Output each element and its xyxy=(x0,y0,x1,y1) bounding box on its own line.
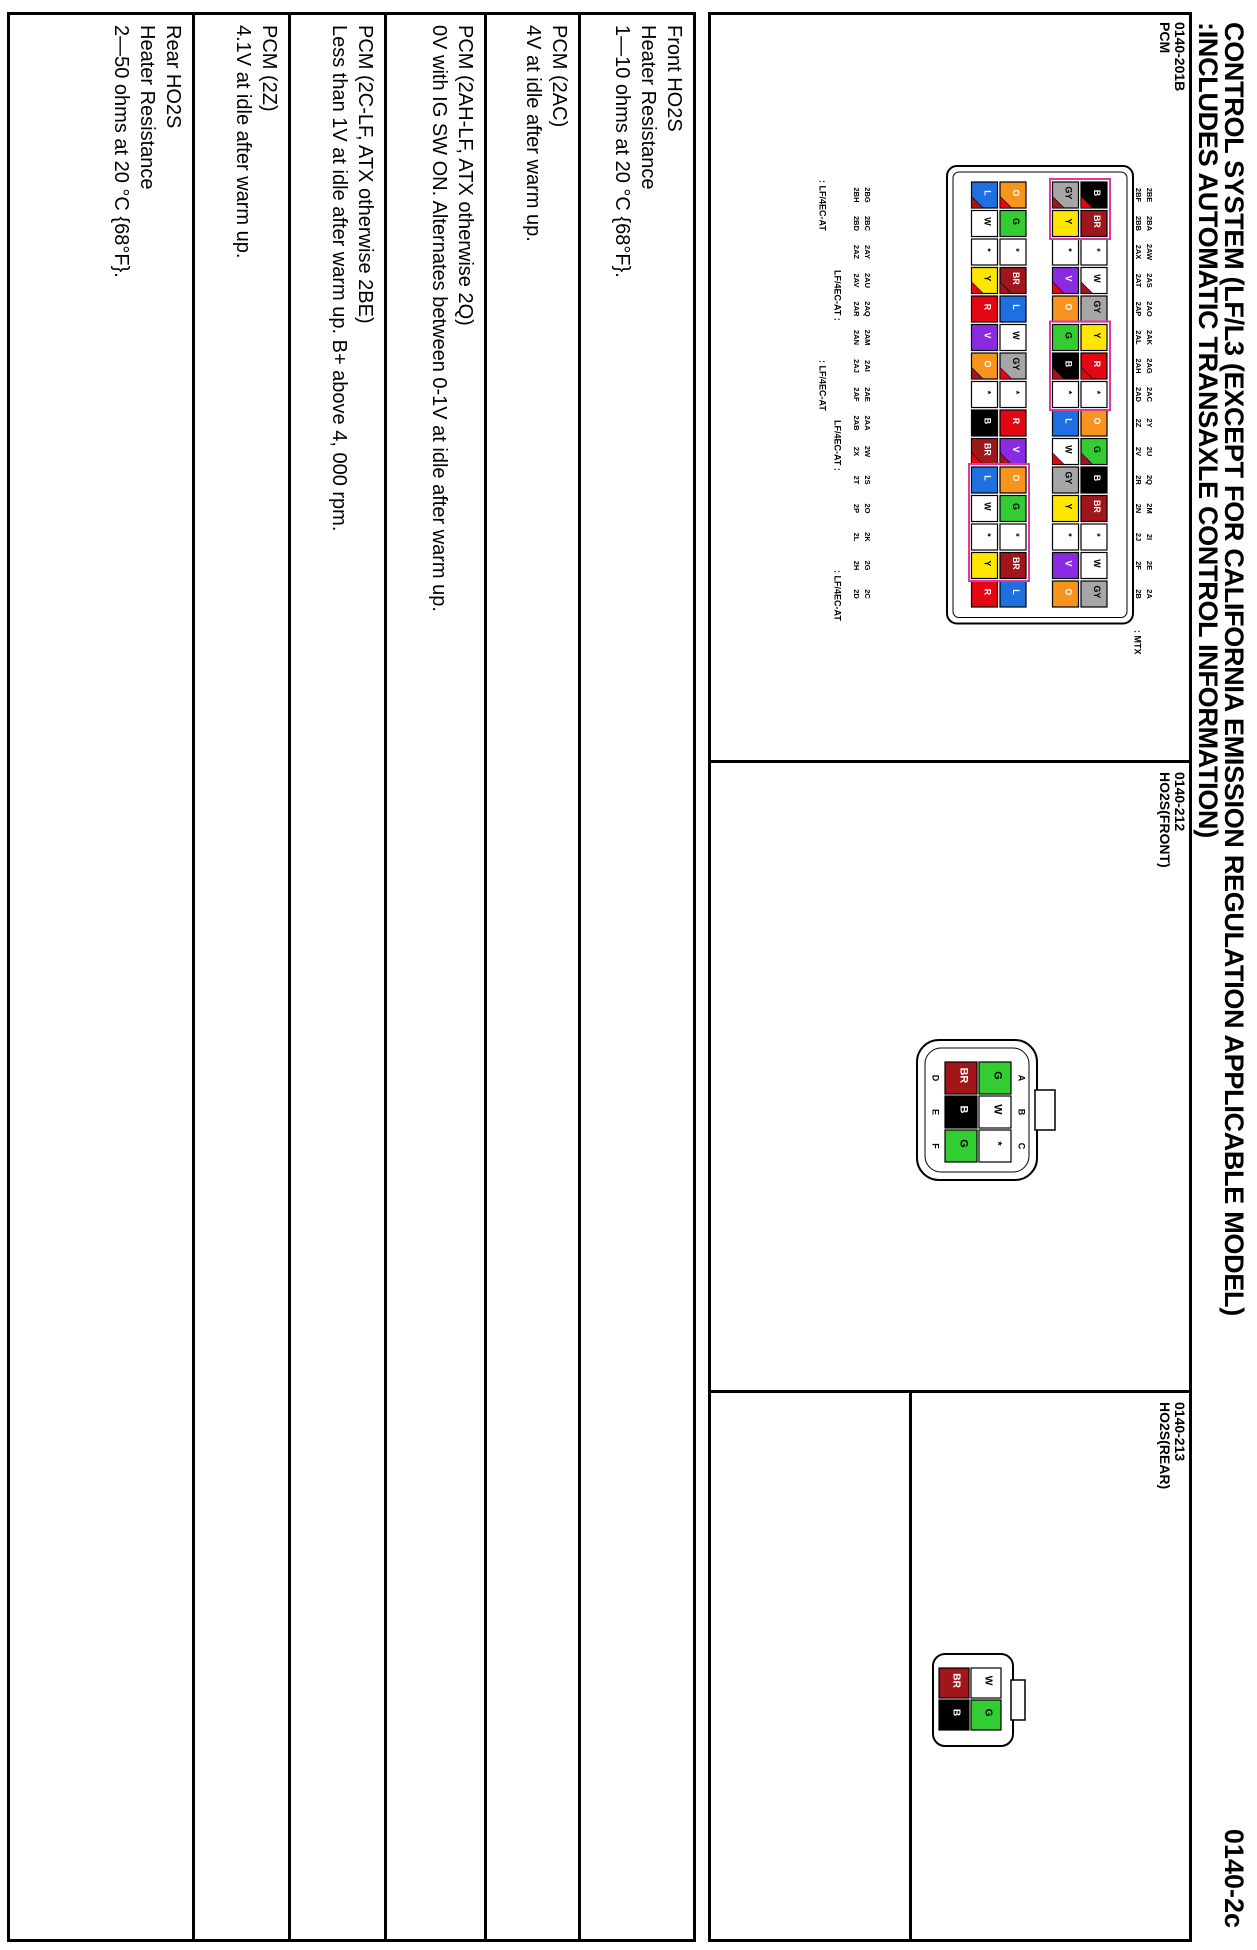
pin-color-code: W xyxy=(982,502,993,511)
pin-fill xyxy=(1053,239,1079,265)
pin-number-label: 2L xyxy=(852,532,862,542)
pin-number-label: 2AL xyxy=(1134,330,1144,345)
pin-color-code: V xyxy=(982,332,993,339)
spec-row xyxy=(7,15,192,1939)
pin-fill xyxy=(1000,239,1026,265)
spec-line: Heater Resistance xyxy=(637,25,659,190)
spec-line: Front HO2S xyxy=(663,25,685,132)
pin-color-code: L xyxy=(982,475,993,481)
pin-number-label: 2H xyxy=(852,560,862,571)
pin-number-label: 2AI xyxy=(863,360,873,372)
pin-color-code: B xyxy=(1091,189,1102,197)
pin-color-code: BR xyxy=(1010,272,1021,285)
pcm-connector-code: 0140-201B xyxy=(1172,22,1188,92)
pin-cell xyxy=(1081,439,1107,465)
pin-number-label: 2E xyxy=(1145,560,1155,571)
spec-line: 4.1V at idle after warm up. xyxy=(232,25,254,259)
pin-color-code: G xyxy=(1091,445,1102,453)
pin-fill xyxy=(1081,524,1107,550)
spec-line: Less than 1V at idle after warm up. B+ above 4, 000 rpm. xyxy=(328,25,350,532)
spec-line: 4V at idle after warm up. xyxy=(522,25,544,242)
pin-number-label: 2AY xyxy=(863,245,873,259)
pin-fill xyxy=(972,524,998,550)
pin-cell xyxy=(972,211,998,237)
pin-number-label: 2AG xyxy=(1145,358,1155,374)
pin-cell xyxy=(972,239,998,265)
pin-color-code: * xyxy=(991,1141,1004,1146)
pin-number-label: 2AC xyxy=(1145,386,1155,403)
divider-rear-bottom xyxy=(909,1390,912,1942)
pin-color-code: BR xyxy=(957,1067,970,1084)
pin-color-code: * xyxy=(1063,533,1074,537)
pin-cell xyxy=(1000,410,1026,436)
pin-cell xyxy=(1000,239,1026,265)
pin-letter: C xyxy=(1016,1142,1027,1150)
diagram-subtitle: :INCLUDES AUTOMATIC TRANSAXLE CONTROL INFORMATION) xyxy=(1193,22,1223,838)
pin-cell xyxy=(972,353,998,379)
pin-color-code: Y xyxy=(1063,218,1074,225)
pin-cell xyxy=(939,1700,969,1730)
pin-cell xyxy=(972,325,998,351)
pin-color-code: L xyxy=(1010,304,1021,310)
pin-color-code: W xyxy=(1063,445,1074,454)
pin-color-code: BR xyxy=(950,1673,962,1688)
pin-color-code: G xyxy=(957,1139,970,1148)
pin-cell xyxy=(1053,325,1079,351)
pin-color-code: L xyxy=(1063,418,1074,424)
pin-cell xyxy=(972,268,998,294)
pin-number-label: 2J xyxy=(1134,532,1144,542)
pin-color-code: O xyxy=(1063,303,1074,311)
lf4ec-at-label: : LF/4EC-AT xyxy=(817,180,828,231)
spec-row xyxy=(288,15,384,1939)
pin-letter: D xyxy=(930,1074,941,1082)
pin-color-code: * xyxy=(1010,248,1021,252)
pin-cell xyxy=(1000,325,1026,351)
pin-color-code: O xyxy=(982,360,993,368)
pin-color-code: * xyxy=(982,390,993,395)
pin-cell xyxy=(979,1062,1011,1094)
pin-number-label: 2N xyxy=(1134,503,1144,514)
spec-line: 1—10 ohms at 20 °C {68°F}. xyxy=(611,25,633,278)
spec-row xyxy=(192,15,288,1939)
mtx-label: : MTX xyxy=(1132,630,1143,655)
pin-cell xyxy=(1081,353,1107,379)
pin-color-code: R xyxy=(982,588,993,596)
rear-ho2s-latch xyxy=(1011,1680,1025,1720)
pin-cell xyxy=(1000,182,1026,208)
pin-color-code: V xyxy=(1063,560,1074,567)
pin-cell xyxy=(1000,268,1026,294)
lf4ec-at-label: : LF/4EC-AT xyxy=(817,360,828,411)
pin-color-code: B xyxy=(950,1708,962,1717)
pcm-connector-face xyxy=(717,160,1167,760)
pin-cell xyxy=(972,382,998,408)
pin-cell xyxy=(972,296,998,322)
pin-color-code: B xyxy=(1063,360,1074,368)
pin-number-label: 2I xyxy=(1145,533,1155,541)
pin-number-label: 2AR xyxy=(852,301,862,317)
pin-number-label: 2BD xyxy=(852,215,862,232)
pin-number-label: 2F xyxy=(1134,561,1144,570)
pin-number-label: 2BC xyxy=(863,215,873,232)
rear-ho2s-connector-face xyxy=(917,1640,1027,1760)
pin-cell xyxy=(1053,353,1079,379)
pin-color-code: G xyxy=(1010,217,1021,225)
pin-color-code: BR xyxy=(1091,500,1102,513)
pin-number-label: 2O xyxy=(863,503,873,514)
pin-number-label: 2AQ xyxy=(863,301,873,317)
pin-color-code: O xyxy=(1063,588,1074,596)
pin-color-code: W xyxy=(1091,559,1102,568)
pcm-connector-name: PCM xyxy=(1157,22,1173,54)
spec-line: PCM (2Z) xyxy=(258,25,280,112)
pin-cell xyxy=(1081,211,1107,237)
pin-color-code: G xyxy=(1063,331,1074,339)
pin-cell xyxy=(1000,581,1026,607)
front-ho2s-latch xyxy=(1035,1090,1055,1130)
pin-color-code: * xyxy=(1010,533,1021,537)
pin-color-code: * xyxy=(1091,533,1102,537)
pin-cell xyxy=(972,410,998,436)
pin-number-label: 2AT xyxy=(1134,273,1144,288)
pin-fill xyxy=(1000,382,1026,408)
pin-cell xyxy=(939,1668,969,1698)
pin-fill xyxy=(972,239,998,265)
divider-pcm-front xyxy=(708,760,1192,763)
rear-ho2s-code: 0140-213 xyxy=(1172,1402,1188,1462)
pin-color-code: O xyxy=(1010,474,1021,482)
pin-color-code: * xyxy=(1063,248,1074,252)
pin-cell xyxy=(1081,182,1107,208)
pin-cell xyxy=(1081,467,1107,493)
pin-letter: F xyxy=(930,1143,941,1149)
pin-cell xyxy=(1000,439,1026,465)
pin-color-code: * xyxy=(982,533,993,537)
rear-ho2s-name: HO2S(REAR) xyxy=(1157,1402,1173,1490)
pin-color-code: Y xyxy=(1091,332,1102,339)
pin-cell xyxy=(945,1096,977,1128)
pin-color-code: W xyxy=(1010,331,1021,340)
pin-number-label: 2AN xyxy=(852,329,862,346)
pin-cell xyxy=(1000,382,1026,408)
pin-letter: B xyxy=(1016,1108,1027,1116)
pin-color-code: W xyxy=(1091,274,1102,283)
pin-cell xyxy=(971,1700,1001,1730)
pin-cell xyxy=(1081,382,1107,408)
pin-color-code: GY xyxy=(1063,186,1074,200)
pin-color-code: B xyxy=(957,1105,970,1114)
pin-number-label: 2AK xyxy=(1145,329,1155,346)
pin-color-code: BR xyxy=(1010,557,1021,570)
pin-cell xyxy=(971,1668,1001,1698)
pin-number-label: 2BB xyxy=(1134,215,1144,232)
pin-color-code: V xyxy=(1063,275,1074,282)
pin-number-label: 2BF xyxy=(1134,187,1144,203)
pin-fill xyxy=(1081,382,1107,408)
pin-cell xyxy=(1053,439,1079,465)
pin-number-label: 2AW xyxy=(1145,243,1155,261)
pin-cell xyxy=(1053,467,1079,493)
pin-fill xyxy=(1081,239,1107,265)
pin-cell xyxy=(1081,553,1107,579)
pin-color-code: * xyxy=(1063,390,1074,395)
pin-number-label: 2G xyxy=(863,560,873,571)
pin-number-label: 2A xyxy=(1145,589,1155,599)
pin-number-label: 2X xyxy=(852,446,862,457)
pin-cell xyxy=(1000,296,1026,322)
spec-line: 0V with IG SW ON. Alternates between 0-1V at idle after warm up. xyxy=(428,25,450,612)
spec-row xyxy=(384,15,484,1939)
pin-number-label: 2AS xyxy=(1145,273,1155,288)
pin-cell xyxy=(979,1096,1011,1128)
spec-row xyxy=(484,15,578,1939)
pin-color-code: R xyxy=(1091,360,1102,368)
pin-cell xyxy=(1000,524,1026,550)
pin-number-label: 2BE xyxy=(1145,187,1155,203)
pin-cell xyxy=(972,496,998,522)
pin-cell xyxy=(1000,353,1026,379)
pin-fill xyxy=(972,382,998,408)
pin-cell xyxy=(1081,581,1107,607)
front-ho2s-connector-face xyxy=(877,1020,1057,1200)
pin-cell xyxy=(945,1062,977,1094)
pin-cell xyxy=(1081,239,1107,265)
pin-cell xyxy=(1053,553,1079,579)
pin-number-label: 2AX xyxy=(1134,244,1144,260)
spec-line: PCM (2C-LF, ATX otherwise 2BE) xyxy=(354,25,376,324)
pin-cell xyxy=(972,182,998,208)
pin-color-code: * xyxy=(982,248,993,252)
pin-cell xyxy=(1081,296,1107,322)
spec-line: PCM (2AC) xyxy=(548,25,570,128)
pin-color-code: W xyxy=(991,1104,1004,1115)
pin-number-label: 2BH xyxy=(852,187,862,203)
pin-letter: E xyxy=(930,1108,941,1116)
pin-cell xyxy=(1000,467,1026,493)
pin-cell xyxy=(1053,182,1079,208)
pin-fill xyxy=(1053,524,1079,550)
lf4ec-at-label: LF/4EC-AT : xyxy=(832,270,843,321)
pin-color-code: GY xyxy=(1063,471,1074,485)
lf4ec-at-label: : LF/4EC-AT xyxy=(832,570,843,621)
pin-cell xyxy=(945,1130,977,1162)
pin-number-label: 2BG xyxy=(863,187,873,203)
page-code: 0140-2c xyxy=(1219,1828,1249,1928)
pin-cell xyxy=(1000,553,1026,579)
pin-fill xyxy=(979,1130,1011,1162)
pin-color-code: B xyxy=(1091,474,1102,482)
pin-color-code: Y xyxy=(982,560,993,567)
pin-cell xyxy=(979,1130,1011,1162)
pin-number-label: 2S xyxy=(863,475,873,485)
pin-number-label: 2AP xyxy=(1134,301,1144,317)
pin-cell xyxy=(1081,410,1107,436)
pin-cell xyxy=(1053,211,1079,237)
pin-color-code: GY xyxy=(1091,300,1102,314)
pin-color-code: GY xyxy=(1010,357,1021,371)
pin-cell xyxy=(1053,410,1079,436)
pin-color-code: BR xyxy=(982,443,993,456)
pin-number-label: 2R xyxy=(1134,475,1144,485)
pin-cell xyxy=(1053,382,1079,408)
spec-line: PCM (2AH-LF, ATX otherwise 2Q) xyxy=(454,25,476,326)
pin-cell xyxy=(972,467,998,493)
pin-color-code: L xyxy=(982,190,993,196)
pin-fill xyxy=(1053,382,1079,408)
pin-cell xyxy=(1053,581,1079,607)
pin-color-code: G xyxy=(982,1708,994,1717)
pin-number-label: 2AV xyxy=(852,273,862,288)
pin-number-label: 2T xyxy=(852,475,862,485)
pin-color-code: G xyxy=(1010,502,1021,510)
pin-number-label: 2AM xyxy=(863,329,873,346)
pin-cell xyxy=(1053,496,1079,522)
pin-color-code: W xyxy=(982,1675,994,1686)
pin-color-code: O xyxy=(1091,417,1102,425)
pin-cell xyxy=(972,439,998,465)
pin-number-label: 2B xyxy=(1134,589,1144,599)
pin-cell xyxy=(1081,268,1107,294)
pin-color-code: * xyxy=(1010,390,1021,395)
pin-number-label: 2C xyxy=(863,589,873,599)
pin-number-label: 2Y xyxy=(1145,418,1155,428)
pin-number-label: 2Q xyxy=(1145,474,1155,486)
pin-number-label: 2AU xyxy=(863,272,873,289)
pin-number-label: 2M xyxy=(1145,503,1155,514)
pin-color-code: L xyxy=(1010,589,1021,595)
pin-number-label: 2AJ xyxy=(852,359,862,373)
pin-color-code: Y xyxy=(1063,503,1074,510)
pin-number-label: 2AH xyxy=(1134,358,1144,374)
pin-cell xyxy=(1081,496,1107,522)
pin-number-label: 2D xyxy=(852,589,862,599)
pin-cell xyxy=(1053,239,1079,265)
front-ho2s-code: 0140-212 xyxy=(1172,772,1188,832)
spec-line: 2—50 ohms at 20 °C {68°F}. xyxy=(110,25,132,278)
pin-cell xyxy=(972,524,998,550)
pin-color-code: * xyxy=(1091,390,1102,395)
lf4ec-at-label: LF/4EC-AT : xyxy=(832,420,843,471)
pin-cell xyxy=(1081,524,1107,550)
diagram-title: CONTROL SYSTEM (LF/L3 (EXCEPT FOR CALIFORNIA EMISSION REGULATION APPLICABLE MODEL) xyxy=(1219,22,1249,1316)
pin-color-code: * xyxy=(1091,248,1102,252)
pin-fill xyxy=(1000,524,1026,550)
pin-cell xyxy=(1000,211,1026,237)
pin-letter: A xyxy=(1016,1074,1027,1082)
pin-color-code: R xyxy=(982,303,993,311)
pin-number-label: 2K xyxy=(863,532,873,542)
pin-number-label: 2AD xyxy=(1134,386,1144,403)
pin-number-label: 2BA xyxy=(1145,215,1155,232)
pin-cell xyxy=(1081,325,1107,351)
pin-cell xyxy=(1000,496,1026,522)
divider-front-rear xyxy=(708,1390,1192,1393)
pin-number-label: 2AF xyxy=(852,387,862,402)
pin-number-label: 2AE xyxy=(863,387,873,402)
pin-color-code: GY xyxy=(1091,585,1102,599)
pin-number-label: 2W xyxy=(863,445,873,458)
pin-number-label: 2U xyxy=(1145,446,1155,457)
pin-color-code: B xyxy=(982,417,993,425)
pin-number-label: 2V xyxy=(1134,446,1144,457)
front-ho2s-name: HO2S(FRONT) xyxy=(1157,772,1173,868)
spec-line: Heater Resistance xyxy=(136,25,158,190)
spec-table xyxy=(7,12,696,1942)
pin-color-code: BR xyxy=(1091,215,1102,228)
pin-cell xyxy=(1053,268,1079,294)
pin-number-label: 2Z xyxy=(1134,418,1144,428)
pin-cell xyxy=(1053,296,1079,322)
pin-cell xyxy=(972,581,998,607)
spec-row xyxy=(578,15,693,1939)
pin-color-code: V xyxy=(1010,446,1021,453)
pin-number-label: 2AZ xyxy=(852,244,862,260)
pin-color-code: R xyxy=(1010,417,1021,425)
pin-color-code: W xyxy=(982,217,993,226)
pin-number-label: 2AO xyxy=(1145,301,1155,317)
pin-color-code: G xyxy=(991,1071,1004,1080)
spec-line: Rear HO2S xyxy=(162,25,184,129)
pin-cell xyxy=(1053,524,1079,550)
pin-cell xyxy=(972,553,998,579)
pin-color-code: Y xyxy=(982,275,993,282)
pin-number-label: 2P xyxy=(852,503,862,514)
pin-color-code: O xyxy=(1010,189,1021,197)
pin-number-label: 2AB xyxy=(852,415,862,431)
pin-number-label: 2AA xyxy=(863,415,873,431)
